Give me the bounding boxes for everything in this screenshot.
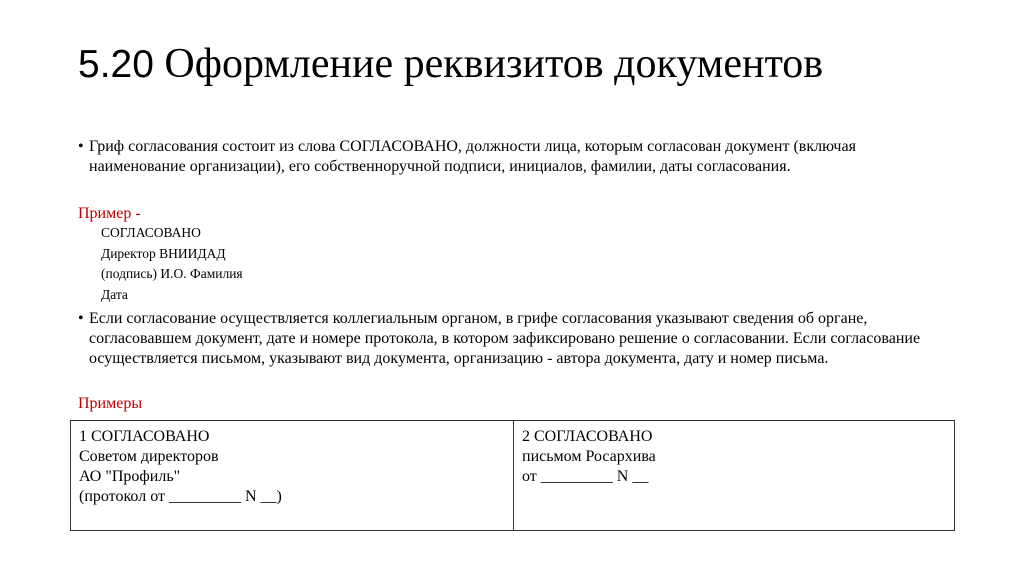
cell-line: 1 СОГЛАСОВАНО bbox=[79, 428, 210, 445]
bullet-2-text: Если согласование осуществляется коллегиальным органом, в грифе согласования указывают сведения об органе, согласовавшем документ, дате и номере протокола, в котором зафиксировано решение о согласовании. Если согласование осуществляется письмом, указывают вид документа, организацию - автора документа, дату и номер письма. bbox=[89, 310, 921, 367]
example-line: (подпись) И.О. Фамилия bbox=[101, 266, 243, 281]
bullet-1-text: Гриф согласования состоит из слова СОГЛАСОВАНО, должности лица, которым согласован документ (включая наименование организации), его собственноручной подписи, инициалов, фамилии, даты согласования. bbox=[89, 138, 856, 175]
table-row bbox=[71, 421, 955, 531]
bullet-1 bbox=[78, 137, 938, 177]
table-cell-right bbox=[514, 421, 955, 531]
bullet-2 bbox=[78, 309, 938, 369]
cell-line: АО "Профиль" bbox=[79, 468, 181, 485]
cell-line: Советом директоров bbox=[79, 448, 219, 465]
title-number: 5.20 bbox=[78, 43, 154, 86]
title-text: Оформление реквизитов документов bbox=[164, 41, 824, 87]
table-cell-left bbox=[71, 421, 514, 531]
example-label: Пример - bbox=[78, 205, 141, 222]
bullet-dot: • bbox=[78, 138, 84, 155]
example-line: Директор ВНИИДАД bbox=[101, 246, 226, 261]
bullet-dot: • bbox=[78, 310, 84, 327]
cell-line: письмом Росархива bbox=[522, 448, 656, 465]
cell-line: 2 СОГЛАСОВАНО bbox=[522, 428, 653, 445]
examples-label: Примеры bbox=[78, 395, 143, 412]
slide-title bbox=[78, 38, 823, 91]
cell-line: (протокол от _________ N __) bbox=[79, 488, 282, 505]
examples-table bbox=[70, 420, 955, 531]
cell-line: от _________ N __ bbox=[522, 468, 649, 485]
example-line: СОГЛАСОВАНО bbox=[101, 225, 201, 240]
example-line: Дата bbox=[101, 287, 128, 302]
